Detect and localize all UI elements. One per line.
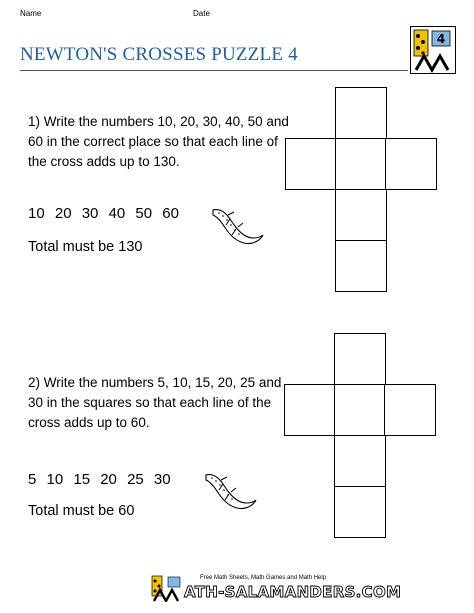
cross-2-cell-top[interactable] — [334, 333, 386, 385]
puzzle-1-instructions: 1) Write the numbers 10, 20, 30, 40, 50 and 60 in the correct place so that each line of the cross adds up to 130. — [28, 114, 289, 169]
puzzle-1-numbers: 10 20 30 40 50 60 — [28, 205, 179, 222]
cross-1-cell-right[interactable] — [385, 138, 437, 190]
salamander-icon — [210, 205, 266, 251]
cross-2-cell-left[interactable] — [284, 384, 336, 436]
puzzle-2-numbers: 5 10 15 20 25 30 — [28, 471, 171, 488]
date-label: Date — [193, 9, 210, 18]
puzzle-1-total: Total must be 130 — [28, 239, 143, 255]
badge-number: 4 — [436, 32, 446, 46]
title-divider — [20, 70, 408, 71]
cross-1-cell-center[interactable] — [335, 138, 387, 190]
cross-1-cell-bottom[interactable] — [335, 240, 387, 292]
cross-1-cell-left[interactable] — [285, 138, 337, 190]
name-label: Name — [20, 9, 42, 18]
puzzle-2-instructions: 2) Write the numbers 5, 10, 15, 20, 25 and 30 in the squares so that each line of the cross adds up to 60. — [28, 375, 282, 430]
cross-2-cell-center[interactable] — [334, 384, 386, 436]
cross-2-cell-right[interactable] — [384, 384, 436, 436]
salamander-icon — [203, 470, 259, 516]
cross-1-cell-lower[interactable] — [335, 189, 387, 241]
footer-site-link[interactable]: ATH-SALAMANDERS.COM — [184, 583, 402, 601]
puzzle-2-total: Total must be 60 — [28, 503, 135, 519]
cross-1-cell-top[interactable] — [335, 87, 387, 139]
page-title: NEWTON'S CROSSES PUZZLE 4 — [20, 44, 298, 65]
salamander-logo-icon — [410, 26, 456, 74]
cross-2-cell-lower[interactable] — [334, 435, 386, 487]
footer-logo-icon — [148, 574, 184, 602]
footer-tagline: Free Math Sheets, Math Games and Math Help — [200, 575, 327, 581]
cross-2-cell-bottom[interactable] — [334, 486, 386, 538]
